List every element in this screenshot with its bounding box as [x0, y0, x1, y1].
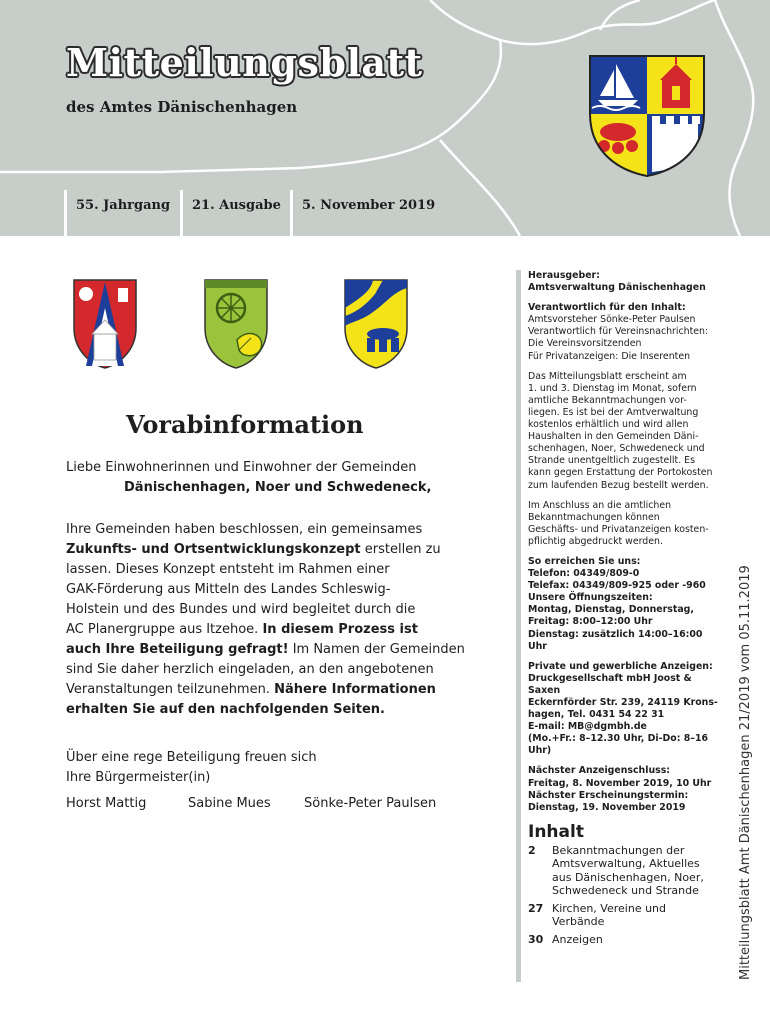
article-body [66, 520, 486, 720]
text-bold: Zukunfts- und Ortsentwicklungskonzept [66, 542, 361, 557]
responsible-line: Verantwortlich für Vereinsnachrichten: [528, 326, 709, 338]
greeting-municipalities: Dänischenhagen, Noer und Schwedeneck, [124, 480, 432, 495]
info-line: Haushalten in den Gemeinden Däni- [528, 431, 699, 443]
toc-page-number: 27 [528, 901, 544, 915]
ads-info [528, 500, 718, 548]
private-ads-line: Eckernförder Str. 239, 24119 Krons- [528, 697, 718, 708]
greeting-line: Liebe Einwohnerinnen und Einwohner der Gemeinden [66, 460, 417, 475]
toc-item[interactable] [528, 902, 718, 929]
text-line: Holstein und des Bundes und wird begleitet durch die [66, 602, 416, 617]
responsible-line: Amtsvorsteher Sönke-Peter Paulsen [528, 314, 696, 326]
contact-line: Montag, Dienstag, Donnerstag, [528, 604, 694, 616]
text-line: Im Namen der Gemeinden [292, 642, 465, 657]
info-line: Strande unentgeltlich zugestellt. Es [528, 455, 695, 467]
closing [66, 748, 466, 788]
contact-line: Dienstag: zusätzlich 14:00–16:00 Uhr [528, 628, 703, 652]
info-line: Das Mitteilungsblatt erscheint am [528, 370, 687, 382]
private-ads-info [528, 661, 718, 758]
info-line: kann gegen Erstattung der Portokosten [528, 467, 713, 479]
ads-line: Geschäfts- und Privatanzeigen kosten- [528, 523, 709, 535]
toc-item-text: Kirchen, Vereine und Verbände [552, 901, 667, 929]
closing-line: Ihre Bürgermeister(in) [66, 770, 211, 785]
ads-line: pflichtig abgedruckt werden. [528, 535, 663, 547]
private-ads-line: hagen, Tel. 0431 54 22 31 [528, 709, 665, 721]
toc-item-text: Anzeigen [552, 932, 603, 946]
info-line: zum laufenden Bezug bestellt werden. [528, 479, 709, 491]
sidebar-divider [516, 270, 521, 982]
issue-label: 21. Ausgabe [192, 198, 281, 213]
toc-item[interactable] [528, 844, 718, 898]
divider [64, 190, 67, 236]
text-line: Veranstaltungen teilzunehmen. [66, 682, 270, 697]
daenischenhagen-coat-of-arms-icon [72, 278, 138, 370]
signature-name: Sabine Mues [188, 796, 271, 811]
text-line: sind Sie daher herzlich eingeladen, an den angebotenen [66, 662, 434, 677]
toc-title: Inhalt [528, 821, 584, 842]
contact-line: Telefon: 04349/809-0 [528, 568, 640, 580]
deadline-line: Nächster Erscheinungstermin: [528, 789, 689, 801]
imprint-sidebar [528, 270, 718, 950]
date-label: 5. November 2019 [302, 198, 436, 213]
email-link[interactable]: E-mail: MB@dgmbh.de [528, 721, 647, 733]
divider [180, 190, 183, 236]
toc-page-number: 30 [528, 932, 544, 946]
text-line: Ihre Gemeinden haben beschlossen, ein gemeinsames [66, 522, 423, 537]
divider [290, 190, 293, 236]
info-line: liegen. Es ist bei der Amtverwaltung [528, 406, 699, 418]
deadline-line: Nächster Anzeigenschluss: [528, 765, 671, 777]
responsible-label: Verantwortlich für den Inhalt: [528, 302, 686, 314]
text-line: AC Planergruppe aus Itzehoe. [66, 622, 259, 637]
deadline-line: Freitag, 8. November 2019, 10 Uhr [528, 777, 712, 789]
volume-label: 55. Jahrgang [76, 198, 171, 213]
responsible-line: Für Privatanzeigen: Die Inserenten [528, 350, 691, 362]
publication-subtitle: des Amtes Dänischenhagen [66, 98, 298, 116]
contact-line: Telefax: 04349/809-925 oder -960 [528, 580, 706, 592]
contact-line: So erreichen Sie uns: [528, 555, 641, 567]
info-line: schenhagen, Noer, Schwedeneck und [528, 443, 705, 455]
toc-item[interactable] [528, 933, 718, 947]
ads-line: Bekanntmachungen können [528, 511, 660, 523]
text-line: GAK-Förderung aus Mitteln des Landes Schleswig- [66, 582, 391, 597]
toc-item-text: Bekanntmachungen der Amtsverwaltung, Aktuelles aus Dänischenhagen, Noer, Schwedeneck und Strande [552, 843, 704, 898]
publication-info [528, 371, 718, 492]
private-ads-line: (Mo.+Fr.: 8–12.30 Uhr, Di-Do: 8–16 Uhr) [528, 733, 708, 757]
deadline-line: Dienstag, 19. November 2019 [528, 801, 686, 813]
contact-line: Freitag: 8:00–12:00 Uhr [528, 616, 653, 628]
signature-name: Sönke-Peter Paulsen [304, 796, 437, 811]
greeting [66, 458, 466, 498]
deadline-info [528, 765, 718, 813]
text-bold: Nähere Informationen [274, 682, 436, 697]
text-bold: In diesem Prozess ist [262, 622, 418, 637]
private-ads-line: Private und gewerbliche Anzeigen: [528, 660, 713, 672]
text-line: erstellen zu [364, 542, 441, 557]
closing-line: Über eine rege Beteiligung freuen sich [66, 750, 317, 765]
noer-coat-of-arms-icon [203, 278, 269, 370]
responsible-line: Die Vereinsvorsitzenden [528, 338, 642, 350]
publisher-value: Amtsverwaltung Dänischenhagen [528, 282, 706, 294]
contact-line: Unsere Öffnungszeiten: [528, 592, 653, 604]
signature-name: Horst Mattig [66, 796, 147, 811]
amt-coat-of-arms-icon [588, 54, 706, 178]
text-bold: auch Ihre Beteiligung gefragt! [66, 642, 289, 657]
text-bold: erhalten Sie auf den nachfolgenden Seiten. [66, 702, 385, 717]
contact-info [528, 556, 718, 653]
article-heading: Vorabinformation [126, 410, 364, 439]
masthead [0, 0, 770, 236]
schwedeneck-coat-of-arms-icon [343, 278, 409, 370]
info-line: kostenlos erhältlich und wird allen [528, 419, 689, 431]
vertical-footer-text: Mitteilungsblatt Amt Dänischenhagen 21/2019 vom 05.11.2019 [738, 565, 753, 980]
private-ads-line: Druckgesellschaft mbH Joost & Saxen [528, 672, 692, 696]
text-line: lassen. Dieses Konzept entsteht im Rahmen einer [66, 562, 390, 577]
publication-title: Mitteilungsblatt [66, 40, 423, 85]
info-line: 1. und 3. Dienstag im Monat, sofern [528, 382, 697, 394]
info-line: amtliche Bekanntmachungen vor- [528, 394, 687, 406]
ads-line: Im Anschluss an die amtlichen [528, 499, 672, 511]
publisher-label: Herausgeber: [528, 270, 600, 281]
toc-page-number: 2 [528, 843, 536, 857]
